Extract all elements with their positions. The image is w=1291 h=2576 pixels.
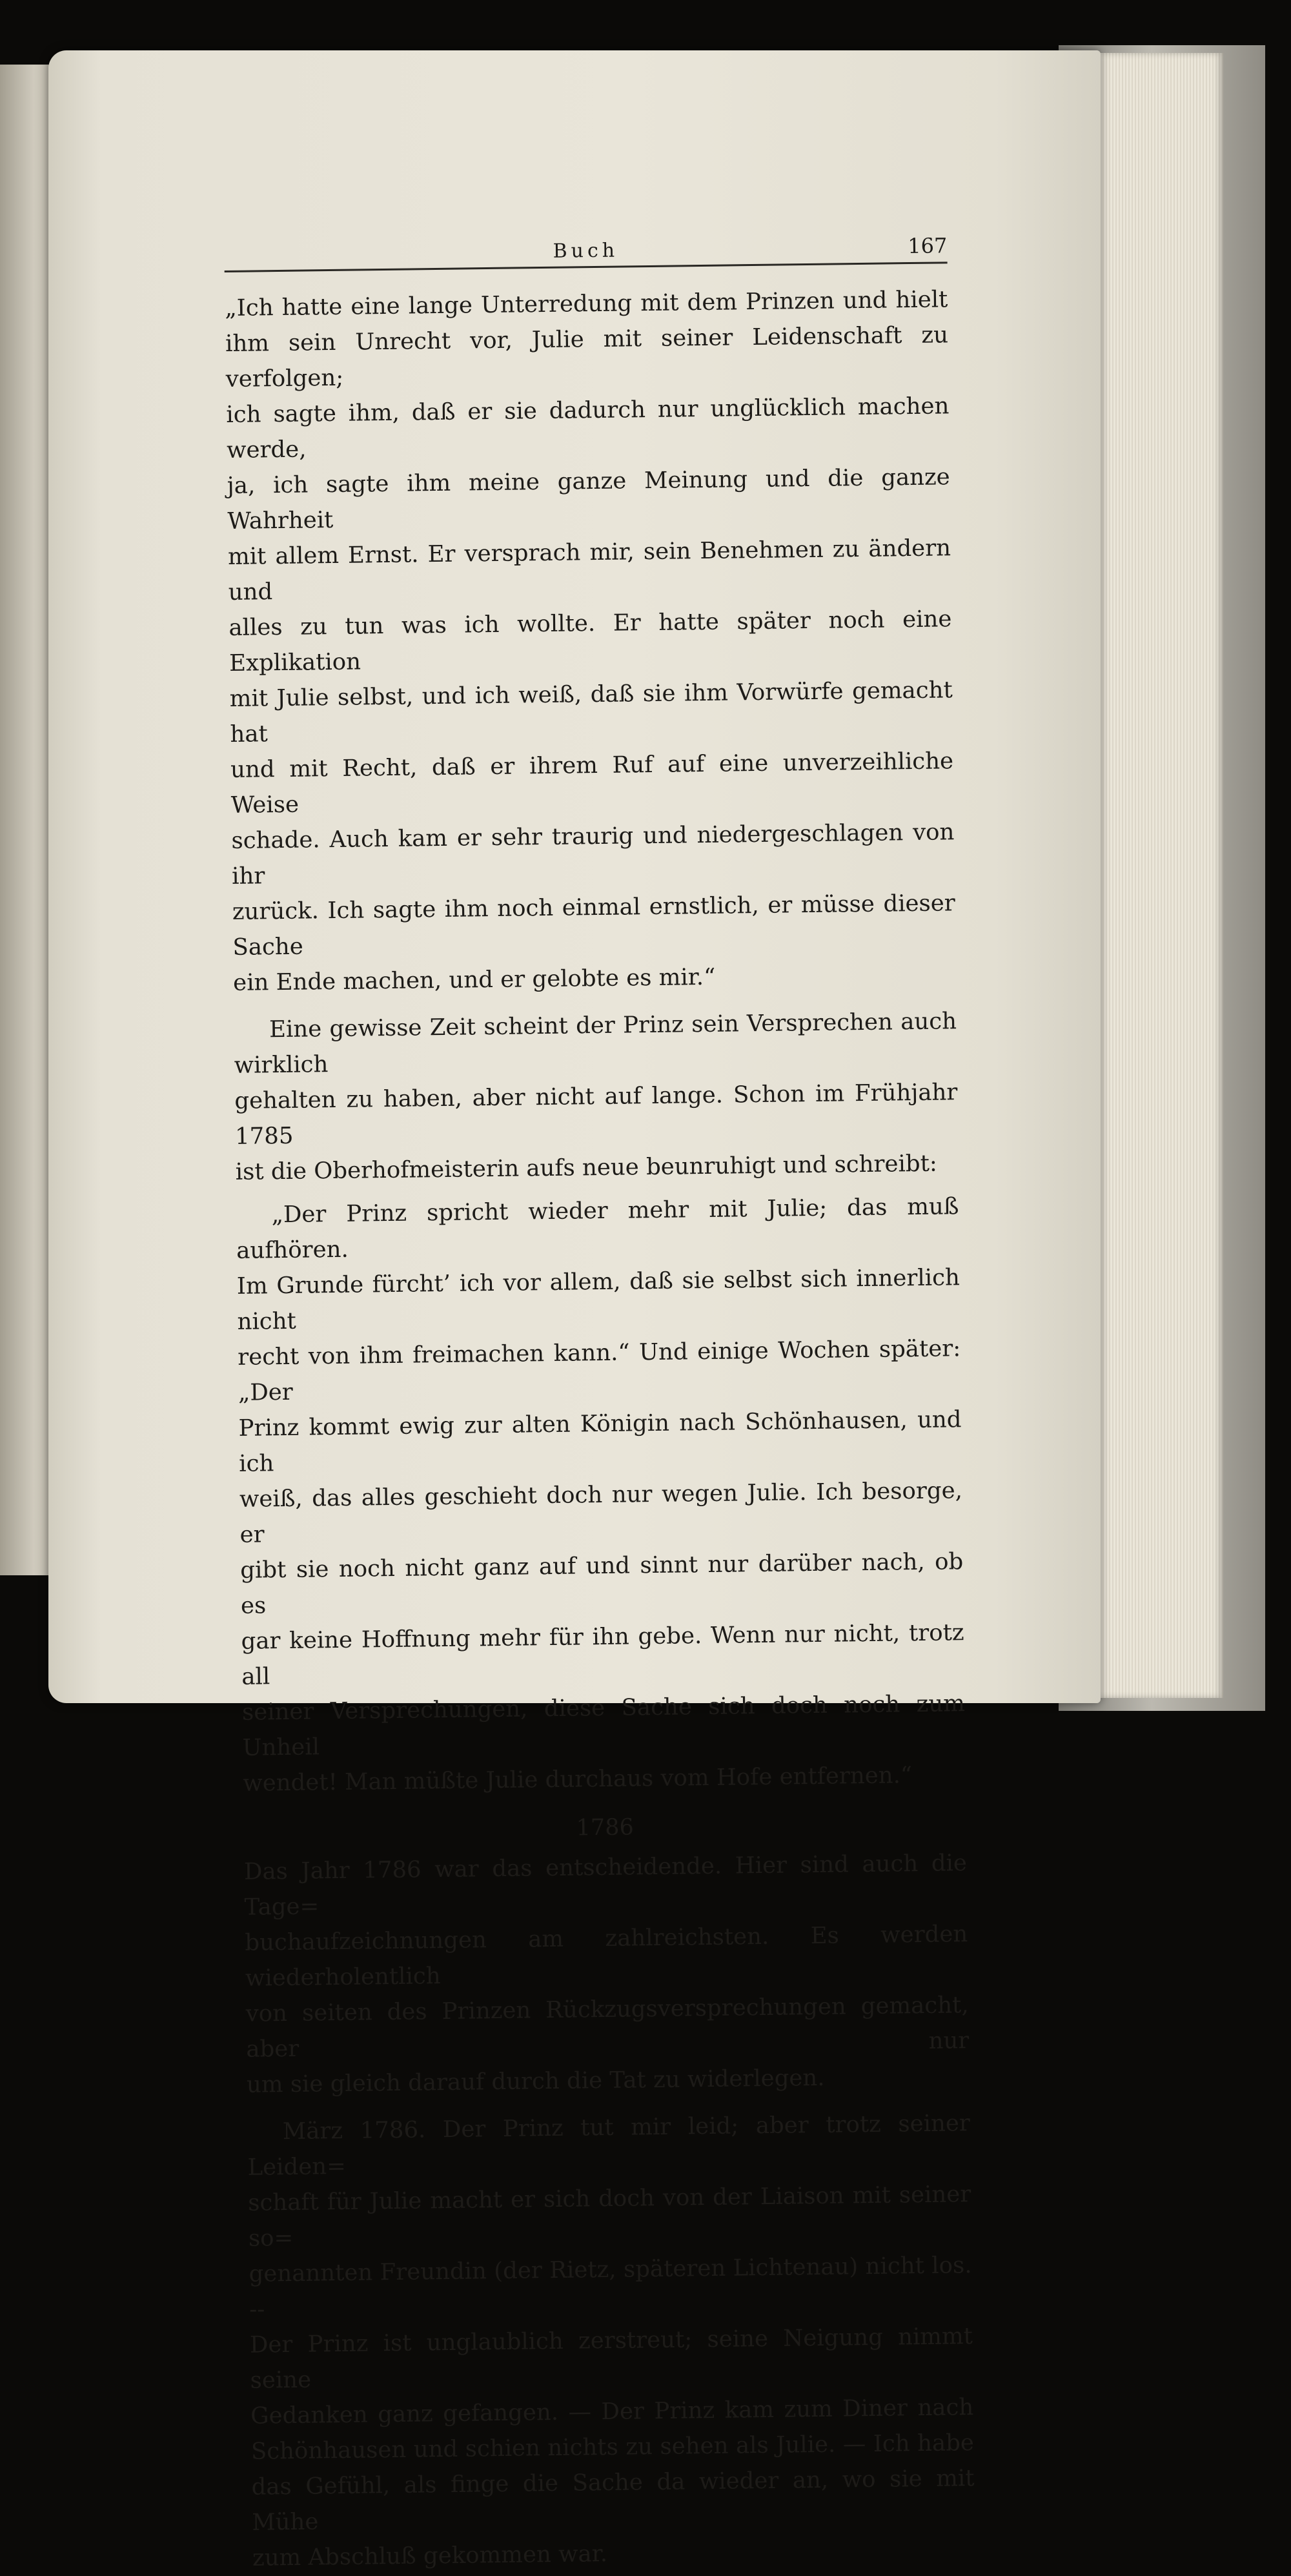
text-line: genannten Freundin (der Rietz, späteren Lichtenau) nicht los. -- bbox=[249, 2252, 972, 2323]
text-line: „Ich hatte eine lange Unterredung mit dem Prinzen und hielt bbox=[225, 286, 948, 322]
page-content bbox=[224, 225, 975, 2575]
running-head: Buch bbox=[553, 239, 619, 263]
text-line: ich sagte ihm, daß er sie dadurch nur unglücklich machen werde, bbox=[226, 393, 950, 464]
text-line: Der Prinz ist unglaublich zerstreut; seine Neigung nimmt seine bbox=[249, 2323, 973, 2394]
paragraph-quote-2 bbox=[236, 1189, 966, 1801]
text-line: und mit Recht, daß er ihrem Ruf auf eine unverzeihliche Weise bbox=[230, 748, 954, 819]
text-line: gehalten zu haben, aber nicht auf lange. Schon im Frühjahr 1785 bbox=[234, 1079, 958, 1150]
text-line: ein Ende machen, und er gelobte es mir.“ bbox=[232, 963, 716, 996]
page-stack-edges bbox=[1091, 53, 1223, 1698]
text-line: „Der Prinz spricht wieder mehr mit Julie; das muß aufhören. bbox=[236, 1193, 959, 1264]
text-line: Das Jahr 1786 war das entscheidende. Hier sind auch die Tage= bbox=[243, 1850, 968, 1921]
text-line: das Gefühl, als finge die Sache da wieder an, wo sie mit Mühe bbox=[251, 2465, 975, 2536]
text-line: mit allem Ernst. Er versprach mir, sein Benehmen zu ändern und bbox=[227, 535, 951, 606]
text-line: Prinz kommt ewig zur alten Königin nach Schönhausen, und ich bbox=[238, 1406, 962, 1477]
text-line: von seiten des Prinzen Rückzugsversprechungen gemacht, aber nur bbox=[245, 1992, 970, 2063]
paragraph-quote-1 bbox=[225, 281, 956, 1001]
text-line: alles zu tun was ich wollte. Er hatte später noch eine Explikation bbox=[229, 606, 952, 677]
text-line: zurück. Ich sagte ihm noch einmal ernstlich, er müsse dieser Sache bbox=[232, 890, 955, 961]
book-page bbox=[48, 50, 1101, 2571]
text-line: recht von ihm freimachen kann.“ Und einige Wochen später: „Der bbox=[238, 1335, 961, 1406]
text-line: Schönhausen und schien nichts zu sehen als Julie. — Ich habe bbox=[250, 2429, 975, 2465]
text-line: März 1786. Der Prinz tut mir leid; aber trotz seiner Leiden= bbox=[247, 2110, 971, 2181]
paragraph-narrative-1 bbox=[234, 1003, 959, 1190]
text-line: Im Grunde fürcht’ ich vor allem, daß sie selbst sich innerlich nicht bbox=[236, 1264, 961, 1335]
text-line: zum Abschluß gekommen war. bbox=[252, 2540, 608, 2571]
text-line: um sie gleich darauf durch die Tat zu widerlegen. bbox=[246, 2064, 825, 2098]
paragraph-diary-entry bbox=[247, 2105, 976, 2576]
page-number: 167 bbox=[907, 233, 948, 259]
text-line: schade. Auch kam er sehr traurig und niedergeschlagen von ihr bbox=[231, 819, 955, 890]
text-line: mit Julie selbst, und ich weiß, daß sie ihm Vorwürfe gemacht hat bbox=[229, 677, 953, 748]
text-line: buchaufzeichnungen am zahlreichsten. Es werden wiederholentlich bbox=[245, 1921, 968, 1992]
text-line: Eine gewisse Zeit scheint der Prinz sein Versprechen auch wirklich bbox=[234, 1008, 957, 1079]
text-line: ja, ich sagte ihm meine ganze Meinung und die ganze Wahrheit bbox=[227, 464, 950, 535]
page-header bbox=[224, 225, 948, 272]
text-line: seiner Versprechungen, diese Sache sich doch noch zum Unheil bbox=[241, 1690, 966, 1761]
text-line: gar keine Hoffnung mehr für ihn gebe. Wenn nur nicht, trotz all bbox=[241, 1619, 964, 1690]
text-line: gibt sie noch nicht ganz auf und sinnt nur darüber nach, ob es bbox=[240, 1548, 964, 1619]
section-heading: 1786 bbox=[576, 1814, 634, 1841]
text-line: schaft für Julie macht er sich doch von der Liaison mit seiner so= bbox=[248, 2181, 971, 2252]
text-line: ist die Oberhofmeisterin aufs neue beunruhigt und schreibt: bbox=[235, 1150, 938, 1185]
text-line: weiß, das alles geschieht doch nur wegen Julie. Ich besorge, er bbox=[239, 1477, 963, 1548]
paragraph-narrative-2 bbox=[244, 1845, 970, 2103]
text-line: Gedanken ganz gefangen. — Der Prinz kam zum Diner nach bbox=[250, 2394, 974, 2429]
text-line: wendet! Man müßte Julie durchaus vom Hofe entfernen.“ bbox=[243, 1762, 913, 1797]
text-line: ihm sein Unrecht vor, Julie mit seiner Leidenschaft zu verfolgen; bbox=[225, 322, 949, 393]
